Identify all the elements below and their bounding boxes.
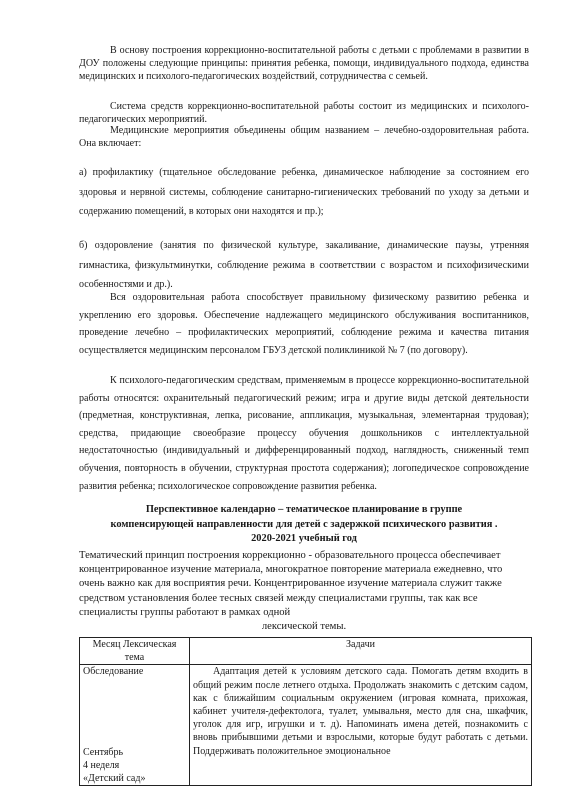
section-heading — [79, 503, 529, 547]
paragraph-principles: В основу построения коррекционно-воспитательной работы с детьми с проблемами в развитии в ДОУ положены следующие принципы: принятия ребенка, помощи, индивидуального подхода, единства медицинских и психолого-педагогических воздействий, сотрудничества с семьей. — [79, 45, 529, 83]
paragraph-psych-means: К психолого-педагогическим средствам, применяемым в процессе коррекционно-воспитательной работы относятся: охранительный педагогический режим; игра и другие виды детской деятельности (предметная, конструктивная, лепка, рисование, аппликация, музыкальная, элементарная трудовая); средства, придающие своеобразие процессу обучения дошкольников с интеллектуальной недостаточностью (индивидуальный и дифференцированный подход, наглядность, сниженный темп обучения, повторность в обучении, структурная простота содержания); логопедическое сопровождение развития ребенка; психологическое сопровождение развития ребенка. — [79, 375, 529, 492]
heading-line-1: Перспективное календарно – тематическое планирование в группе — [145, 504, 463, 515]
month-theme-cell — [80, 665, 190, 786]
paragraph-recovery: б) оздоровление (занятия по физической культуре, закаливание, динамические паузы, утренняя гимнастика, физкультминутки, соблюдение режима в соответствии с возрастом и психофизическими особенностями и др.). — [79, 240, 529, 291]
month-label: Сентябрь — [83, 746, 124, 758]
header-month-theme: Месяц Лексическая тема — [80, 638, 190, 665]
planning-table — [79, 637, 532, 786]
paragraph-health-work: Вся оздоровительная работа способствует правильному физическому развитию ребенка и укреплению его здоровья. Обеспечение надлежащего медицинского обслуживания воспитанников, проведение лечебно – профилактических мероприятий, соблюдение режима и качества питания осуществляется медицинским персоналом ГБУЗ детской поликлиникой № 7 (по договору). — [79, 292, 529, 356]
intro-paragraph — [79, 549, 529, 634]
tasks-cell: Адаптация детей к условиям детского сада. Помогать детям входить в общий режим после летнего отдыха. Продолжать знакомить с детским садом, как с ближайшим социальным окружением (игровая комната, прихожая, кабинет учителя-дефектолога, туалет, умывальня, место для сна, шкафчик, уголок для игр, игрушки и т. д). Напоминать имена детей, познакомить с вновь прибывшими детьми и взрослыми, которые будут работать с детьми. Поддерживать положительное эмоциональное — [190, 665, 532, 786]
header-tasks: Задачи — [190, 638, 532, 665]
week-label: 4 неделя — [83, 760, 120, 771]
heading-line-3: 2020-2021 учебный год — [251, 533, 357, 545]
theme-label: «Детский сад» — [83, 773, 146, 785]
assessment-label: Обследование — [83, 666, 144, 678]
intro-last-line: лексической темы. — [261, 621, 347, 633]
paragraph-system: Система средств коррекционно-воспитательной работы состоит из медицинских и психолого-педагогических мероприятий. — [79, 101, 529, 126]
table-header-row — [80, 638, 532, 665]
paragraph-medical: Медицинские мероприятия объединены общим названием – лечебно-оздоровительная работа. Она включает: — [79, 125, 529, 150]
heading-line-2: компенсирующей направленности для детей с задержкой психического развития . — [110, 518, 498, 530]
table-row — [80, 665, 532, 786]
intro-main: Тематический принцип построения коррекционно - образовательного процесса обеспечивает концентрированное изучение материала, многократное повторение материала ежедневно, что очень важно как для восприятия речи. Концентрированное изучение материала служит также средством установления более тесных связей между специалистами группы, так как все специалисты группы работают в рамках одной — [79, 550, 503, 618]
paragraph-prophylaxis: а) профилактику (тщательное обследование ребенка, динамическое наблюдение за состоянием его здоровья и нервной системы, соблюдение санитарно-гигиенических требований по уходу за детьми и содержанию помещений, в которых они находятся и пр.); — [79, 167, 529, 218]
